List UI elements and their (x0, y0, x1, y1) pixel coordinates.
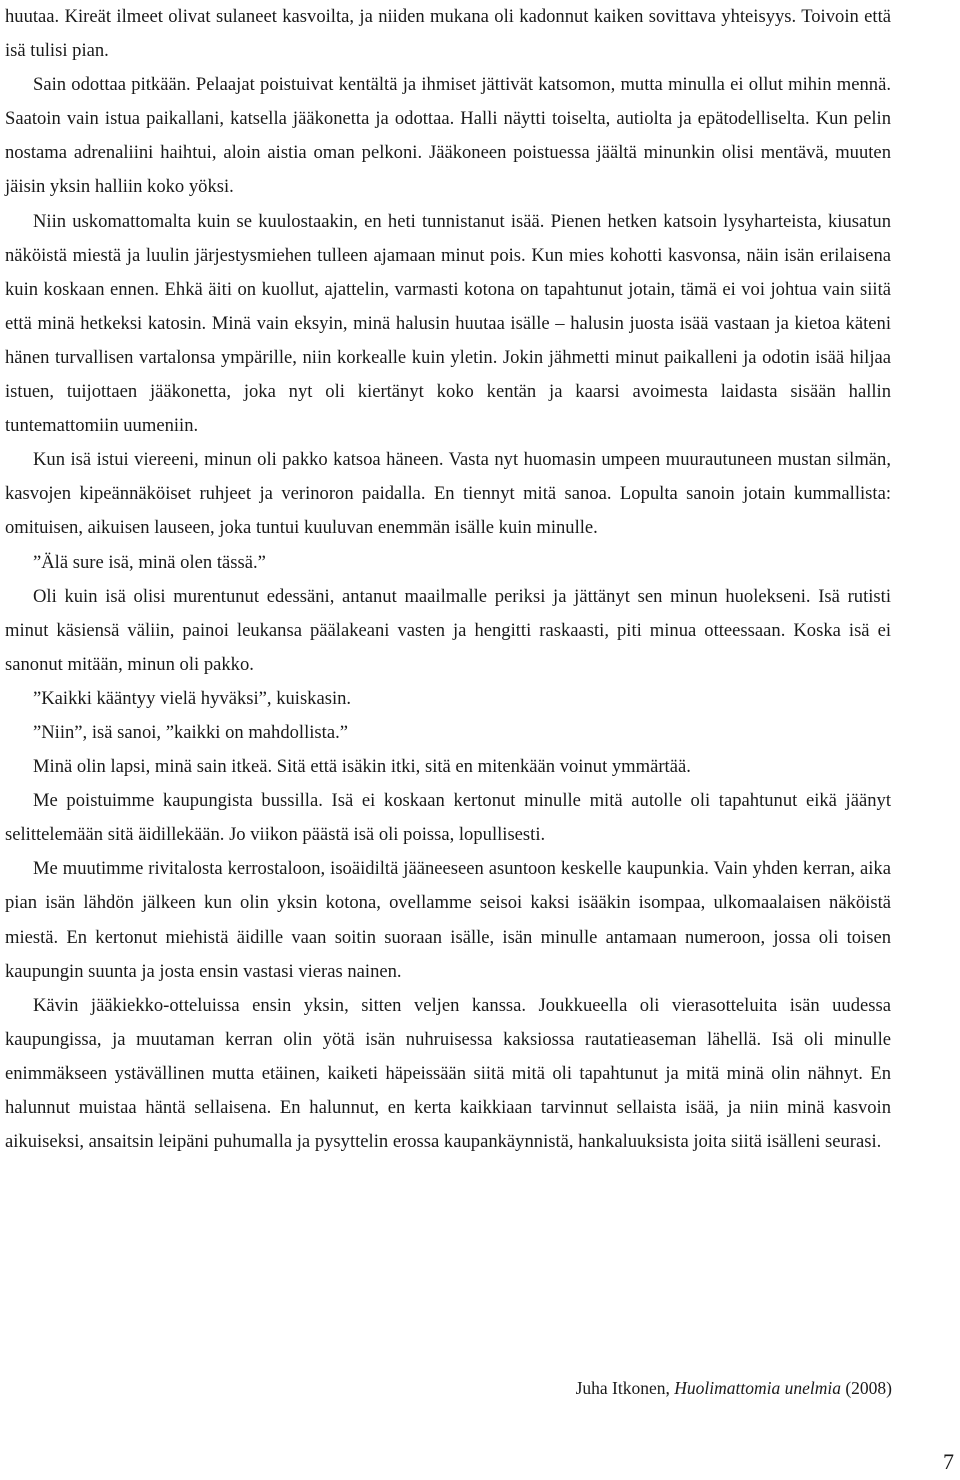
citation-year: (2008) (845, 1378, 892, 1398)
citation-title: Huolimattomia unelmia (674, 1378, 841, 1398)
paragraph: Sain odottaa pitkään. Pelaajat poistuivat kentältä ja ihmiset jättivät katsomon, mutta minulla ei ollut mihin mennä. Saatoin vain istua paikallani, katsella jääkonetta ja odottaa. Halli näytti toiselta, autiolta ja epätodelliselta. Kun pelin nostama adrenaliini haihtui, aloin aistia oman pelkoni. Jääkoneen poistuessa jäältä minunkin olisi mentävä, muuten jäisin yksin halliin koko yöksi. (5, 74, 891, 198)
paragraph: Me muutimme rivitalosta kerrostaloon, isoäidiltä jääneeseen asuntoon keskelle kaupunkia. Vain yhden kerran, aika pian isän lähdön jälkeen kun olin yksin kotona, ovellamme seisoi kaksi isääkin isompaa, ulkomaalaisen näköistä miestä. En kertonut miehistä äidille vaan soitin suoraan isälle, isän minulle antamaan numeroon, jossa oli toisen kaupungin suunta ja josta ensin vastasi vieras nainen. (5, 858, 891, 982)
paragraph: Oli kuin isä olisi murentunut edessäni, antanut maailmalle periksi ja jättänyt sen minun huolekseni. Isä rutisti minut käsiensä väliin, painoi leukansa päälakeani vasten ja hengitti raskaasti, piti minua otteessaan. Koska isä ei sanonut mitään, minun oli pakko. (5, 585, 891, 675)
dialogue-line: ”Älä sure isä, minä olen tässä.” (33, 551, 266, 573)
story-text (5, 0, 891, 1159)
paragraph: Kun isä istui viereeni, minun oli pakko katsoa häneen. Vasta nyt huomasin umpeen muurautuneen mustan silmän, kasvojen kipeännäköiset ruhjeet ja verinoron paidalla. En tiennyt mitä sanoa. Lopulta sanoin jotain kummallista: omituisen, aikuisen lauseen, joka tuntui kuuluvan enemmän isälle kuin minulle. (5, 449, 891, 539)
page-number: 7 (943, 1449, 954, 1474)
dialogue-line: ”Niin”, isä sanoi, ”kaikki on mahdollista.” (33, 721, 348, 743)
paragraph: Minä olin lapsi, minä sain itkeä. Sitä että isäkin itki, sitä en mitenkään voinut ymmärtää. (33, 756, 691, 778)
paragraph-continued: huutaa. Kireät ilmeet olivat sulaneet kasvoilta, ja niiden mukana oli kadonnut kaiken sovittava yhteisyys. Toivoin että isä tulisi pian. (5, 6, 891, 62)
source-citation (576, 1374, 892, 1402)
dialogue-line: ”Kaikki kääntyy vielä hyväksi”, kuiskasin. (33, 687, 352, 709)
paragraph: Kävin jääkiekko-otteluissa ensin yksin, sitten veljen kanssa. Joukkueella oli vierasotteluita isän uudessa kaupungissa, ja muutaman kerran olin yötä isän nuhruisessa kaksiossa rautatieaseman lähellä. Isä oli minulle enimmäkseen ystävällinen mutta etäinen, kaiketi häpeissään siitä mitä oli tapahtunut ja mitä minä olin nähnyt. En halunnut muistaa häntä sellaisena. En halunnut, en kerta kaikkiaan tarvinnut sellaista isää, ja niin minä kasvoin aikuiseksi, ansaitsin leipäni puhumalla ja pysyttelin erossa kaupankäynnistä, hankaluuksista joita siitä isälleni seurasi. (5, 994, 891, 1153)
paragraph: Me poistuimme kaupungista bussilla. Isä ei koskaan kertonut minulle mitä autolle oli tapahtunut eikä jäänyt selittelemään sitä äidillekään. Jo viikon päästä isä oli poissa, lopullisesti. (5, 790, 891, 846)
paragraph: Niin uskomattomalta kuin se kuulostaakin, en heti tunnistanut isää. Pienen hetken katsoin lysyharteista, kiusatun näköistä miestä ja luulin järjestysmiehen tulleen ajamaan minut pois. Kun mies kohotti kasvonsa, näin isän erilaisena kuin koskaan ennen. Ehkä äiti on kuollut, ajattelin, varmasti kotona on tapahtunut jotain, tämä ei voi johtua vain siitä että minä hetkeksi katosin. Minä vain eksyin, minä halusin huutaa isälle – halusin juosta isää vastaan ja kietoa käteni hänen turvallisen vartalonsa ympärille, niin korkealle kuin yletin. Jokin jähmetti minut paikalleni ja odotin isää hiljaa istuen, tuijottaen jääkonetta, joka nyt oli kiertänyt koko kentän ja kaarsi avoimesta laidasta sisään hallin tuntemattomiin uumeniin. (5, 210, 891, 437)
citation-author: Juha Itkonen, (575, 1378, 670, 1398)
